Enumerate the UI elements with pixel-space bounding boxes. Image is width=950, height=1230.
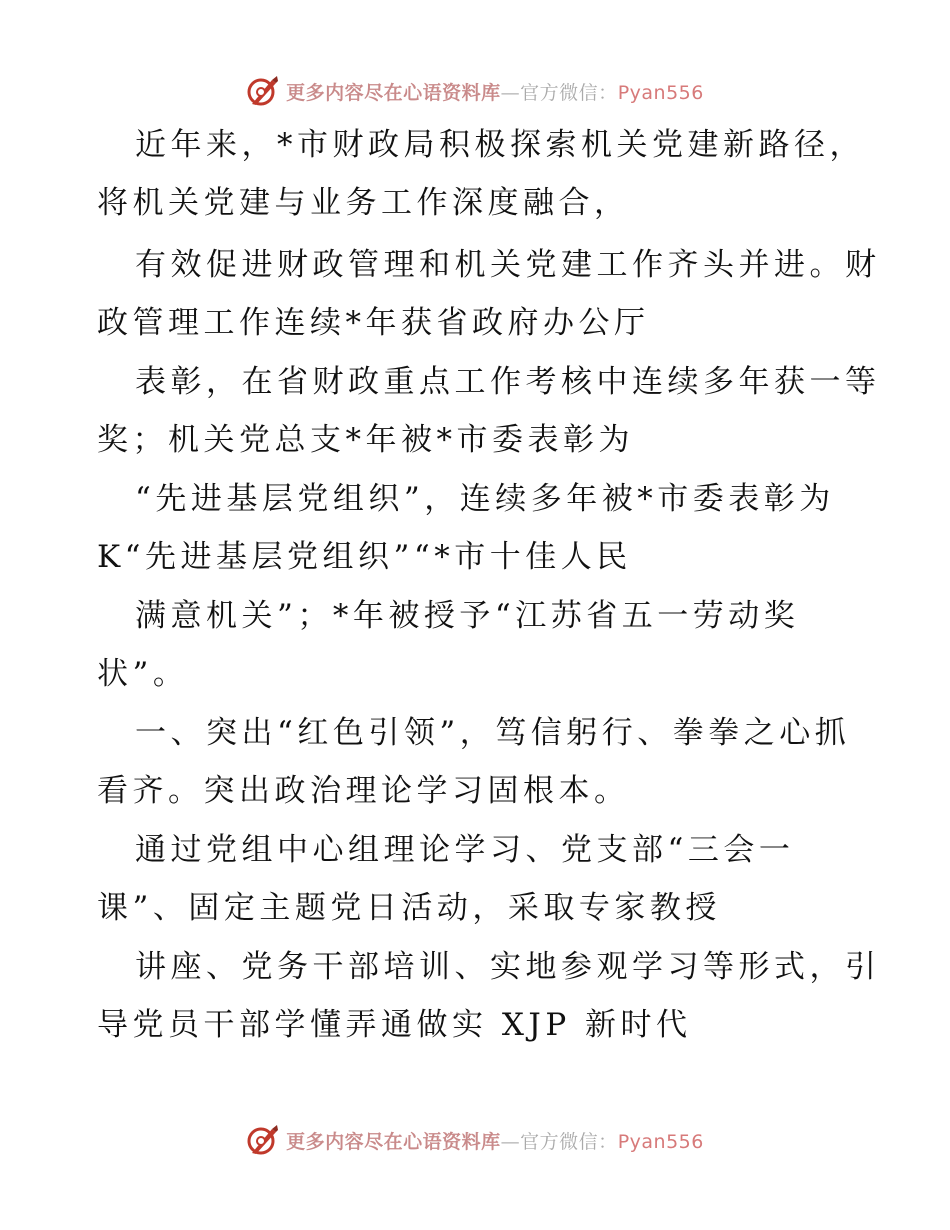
watermark-wechat-id: Pyan556 — [617, 1130, 704, 1153]
body-line: 将机关党建与业务工作深度融合， — [97, 185, 630, 221]
body-line: 政管理工作连续*年获省政府办公厅 — [97, 305, 650, 341]
body-line: 一、突出“红色引领”，笃信躬行、拳拳之心抓 — [135, 715, 851, 751]
watermark-wechat-label: 官方微信： — [520, 1130, 618, 1153]
body-line: 讲座、党务干部培训、实地参观学习等形式，引 — [135, 949, 881, 985]
body-line: “先进基层党组织”，连续多年被*市委表彰为 — [135, 481, 835, 517]
body-line: 通过党组中心组理论学习、党支部“三会一 — [135, 832, 795, 868]
watermark-text — [286, 78, 704, 105]
watermark-brand: 更多内容尽在心语资料库 — [286, 1130, 501, 1153]
body-line: 状”。 — [97, 656, 189, 692]
body-line: K“先进基层党组织”“*市十佳人民 — [97, 539, 632, 575]
body-line: 课”、固定主题党日活动，采取专家教授 — [97, 890, 721, 926]
watermark-wechat-id: Pyan556 — [617, 81, 704, 104]
watermark-brand: 更多内容尽在心语资料库 — [286, 81, 501, 104]
body-line: 近年来，*市财政局积极探索机关党建新路径， — [135, 127, 865, 163]
watermark-dash: — — [500, 81, 521, 104]
body-line: 看齐。突出政治理论学习固根本。 — [97, 773, 630, 809]
header-watermark — [0, 74, 950, 108]
watermark-text — [286, 1127, 704, 1154]
footer-watermark — [0, 1123, 950, 1157]
quill-pen-seal-icon — [246, 1123, 280, 1157]
body-line: 满意机关”；*年被授予“江苏省五一劳动奖 — [135, 598, 800, 634]
watermark-dash: — — [500, 1130, 521, 1153]
body-line: 有效促进财政管理和机关党建工作齐头并进。财 — [135, 247, 881, 283]
body-line: 奖；机关党总支*年被*市委表彰为 — [97, 422, 634, 458]
quill-pen-seal-icon — [246, 74, 280, 108]
body-line: 导党员干部学懂弄通做实 XJP 新时代 — [97, 1007, 692, 1043]
body-line: 表彰，在省财政重点工作考核中连续多年获一等 — [135, 364, 881, 400]
watermark-wechat-label: 官方微信： — [520, 81, 618, 104]
